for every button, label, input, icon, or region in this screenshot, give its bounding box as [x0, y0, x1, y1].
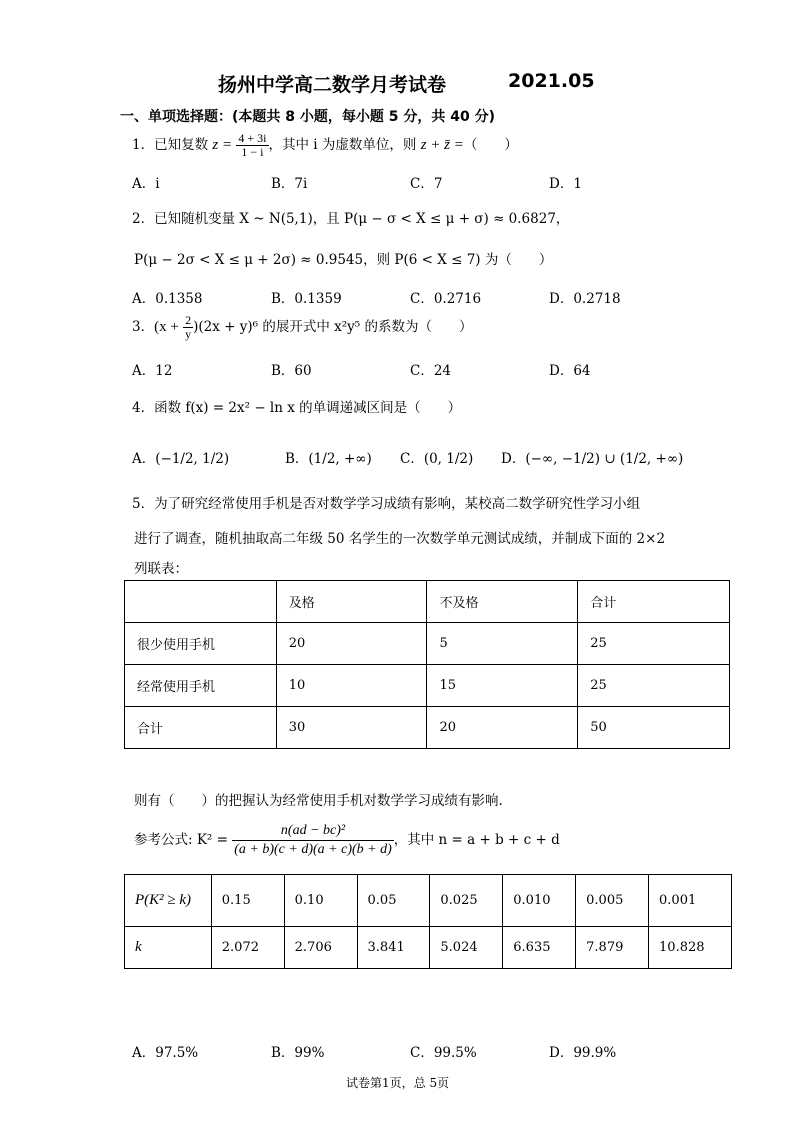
- q5-after-text: 则有（ ）的把握认为经常使用手机对数学学习成绩有影响.: [134, 793, 503, 809]
- q1-option-d[interactable]: D．1: [549, 176, 582, 192]
- row-label: P(K² ≥ k): [125, 875, 212, 927]
- question-number: 4．: [132, 400, 155, 416]
- q5-option-c[interactable]: C．99.5%: [410, 1045, 477, 1061]
- table-cell: 20: [427, 707, 578, 749]
- section-heading: 一、单项选择题：(本题共 8 小题，每小题 5 分，共 40 分): [120, 109, 496, 125]
- q1-text-b: ，其中 i 为虚数单位，则: [268, 137, 417, 153]
- q1-z: z =: [212, 137, 233, 153]
- table-cell: 0.10: [284, 875, 357, 927]
- table-cell: 10: [276, 665, 427, 707]
- q3-option-b[interactable]: B．60: [271, 363, 312, 379]
- q3-option-c[interactable]: C．24: [410, 363, 452, 379]
- q3-option-d[interactable]: D．64: [549, 363, 591, 379]
- q1-option-c[interactable]: C．7: [410, 176, 443, 192]
- table-header-cell: 不及格: [427, 581, 578, 623]
- q2-option-c[interactable]: C．0.2716: [410, 291, 482, 307]
- table-cell: 合计: [125, 707, 277, 749]
- q2-option-d[interactable]: D．0.2718: [549, 291, 621, 307]
- table-row: [125, 927, 732, 969]
- q2-line1: 已知随机变量 X ~ N(5,1)，且 P(μ − σ < X ≤ μ + σ) ≈ 0.6827，: [154, 211, 570, 227]
- q5-option-d[interactable]: D．99.9%: [549, 1045, 617, 1061]
- q4-option-d[interactable]: D．(−∞, −1/2) ∪ (1/2, +∞): [501, 451, 684, 467]
- q4-option-b[interactable]: B．(1/2, +∞): [285, 451, 372, 467]
- table-cell: 6.635: [503, 927, 576, 969]
- q4-text: 函数 f(x) = 2x² − ln x 的单调递减区间是（ ）: [154, 400, 462, 416]
- table-row: [125, 623, 730, 665]
- table-cell: 25: [578, 623, 730, 665]
- table-cell: 5.024: [430, 927, 503, 969]
- table-cell: 3.841: [357, 927, 430, 969]
- page-title: 扬州中学高二数学月考试卷: [218, 74, 447, 96]
- formula-where: ，其中 n = a + b + c + d: [393, 832, 560, 848]
- table-cell: 0.05: [357, 875, 430, 927]
- table-cell: 5: [427, 623, 578, 665]
- formula-num: n(ad − bc)²: [232, 822, 394, 841]
- q1-frac-num: 4 + 3i: [238, 131, 267, 145]
- formula-den: (a + b)(c + d)(a + c)(b + d): [234, 842, 392, 857]
- q1-text-a: 已知复数: [154, 137, 209, 153]
- table-row: [125, 707, 730, 749]
- q2-option-a[interactable]: A．0.1358: [132, 291, 203, 307]
- table-cell: 很少使用手机: [125, 623, 277, 665]
- question-4: [132, 396, 461, 416]
- table-cell: 7.879: [576, 927, 649, 969]
- question-2: [132, 207, 569, 227]
- q4-option-c[interactable]: C．(0, 1/2): [400, 451, 474, 467]
- table-cell: 0.001: [649, 875, 732, 927]
- question-number: 1．: [132, 137, 155, 153]
- formula-fraction: [232, 822, 394, 859]
- q3-post: )(2x + y)⁶ 的展开式中 x²y⁵ 的系数为（ ）: [193, 319, 473, 335]
- table-cell: 10.828: [649, 927, 732, 969]
- table-cell: 30: [276, 707, 427, 749]
- table-cell: 0.025: [430, 875, 503, 927]
- q2-option-b[interactable]: B．0.1359: [271, 291, 342, 307]
- q5-option-a[interactable]: A．97.5%: [132, 1045, 199, 1061]
- question-number: 3．: [132, 319, 155, 335]
- q3-pre: (x +: [154, 319, 179, 335]
- page-footer: 试卷第1页，总 5页: [346, 1076, 450, 1090]
- table-row: [125, 875, 732, 927]
- q2-line2: P(μ − 2σ < X ≤ μ + 2σ) ≈ 0.9545，则 P(6 < X ≤ 7) 为（ ）: [134, 252, 553, 268]
- q3-option-a[interactable]: A．12: [132, 363, 173, 379]
- row-label: k: [125, 927, 212, 969]
- q1-option-b[interactable]: B．7i: [271, 176, 308, 192]
- table-cell: 0.15: [211, 875, 284, 927]
- table-cell: 20: [276, 623, 427, 665]
- reference-formula: [134, 822, 560, 859]
- table-cell: 0.010: [503, 875, 576, 927]
- q3-fraction: [183, 314, 193, 341]
- question-5: [132, 492, 640, 512]
- question-number: 5．: [132, 496, 155, 512]
- table-cell: 2.072: [211, 927, 284, 969]
- q3-frac-den: y: [185, 327, 192, 341]
- table-header-row: [125, 581, 730, 623]
- table-header-cell: [125, 581, 277, 623]
- question-number: 2．: [132, 211, 155, 227]
- exam-date: 2021.05: [508, 70, 595, 92]
- q1-expr: z + z̄ =: [420, 137, 464, 153]
- table-cell: 25: [578, 665, 730, 707]
- q4-option-a[interactable]: A．(−1/2, 1/2): [132, 451, 230, 467]
- q5-line3: 列联表：: [134, 561, 188, 577]
- table-cell: 经常使用手机: [125, 665, 277, 707]
- table-row: [125, 665, 730, 707]
- question-3: [132, 314, 472, 341]
- table-cell: 0.005: [576, 875, 649, 927]
- q5-line2: 进行了调查，随机抽取高二年级 50 名学生的一次数学单元测试成绩，并制成下面的 2×2: [134, 531, 666, 547]
- q1-frac-den: 1 − i: [241, 145, 264, 159]
- table-header-cell: 合计: [578, 581, 730, 623]
- q1-fraction: [236, 132, 268, 159]
- table-cell: 50: [578, 707, 730, 749]
- table-header-cell: 及格: [276, 581, 427, 623]
- table-cell: 15: [427, 665, 578, 707]
- critical-value-table: [124, 874, 732, 969]
- contingency-table: [124, 580, 730, 749]
- q1-text-c: （ ）: [463, 137, 518, 153]
- formula-label: 参考公式: K² =: [134, 832, 228, 848]
- table-cell: 2.706: [284, 927, 357, 969]
- q5-option-b[interactable]: B．99%: [271, 1045, 325, 1061]
- q3-frac-num: 2: [185, 313, 192, 327]
- q1-option-a[interactable]: A．i: [132, 176, 160, 192]
- question-1: [132, 132, 518, 159]
- q5-line1: 为了研究经常使用手机是否对数学学习成绩有影响，某校高二数学研究性学习小组: [154, 496, 641, 512]
